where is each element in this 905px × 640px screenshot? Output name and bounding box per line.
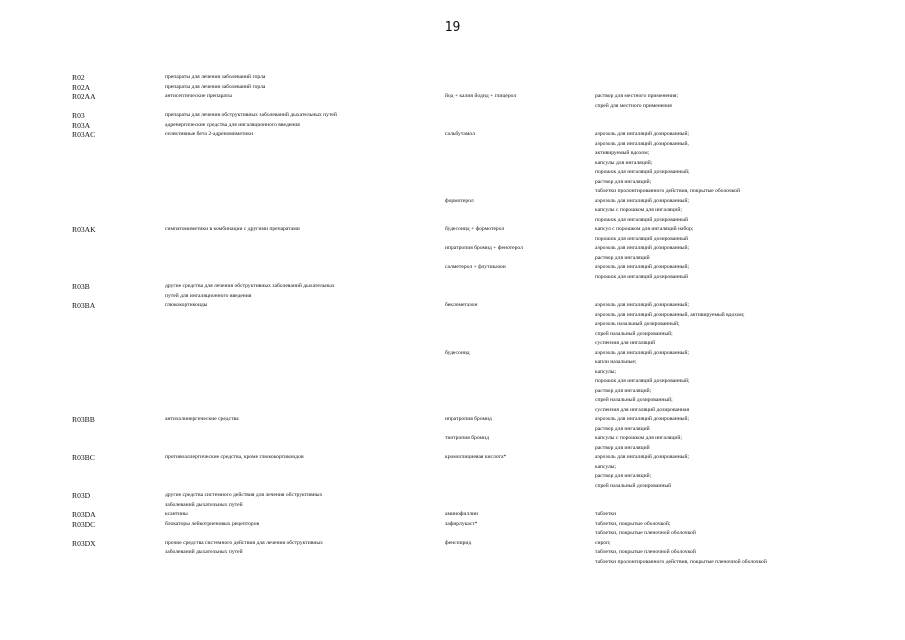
group-line: адренергические средства для ингаляционного введения (165, 121, 300, 128)
dosage-form: таблетки, покрытые оболочкой; (595, 520, 671, 527)
drug-item (445, 520, 875, 539)
group-line: селективные бета 2-адреномиметики (165, 131, 253, 137)
atc-code: R03A (72, 120, 91, 130)
dosage-form: раствор для ингаляций; (595, 473, 652, 479)
drug-name: зафирлукаст* (445, 520, 478, 527)
dosage-forms (595, 263, 875, 282)
group-line: антихолинергические средства (165, 416, 239, 422)
dosage-form: аэрозоль для ингаляций дозированный, активируемый вдохом; (595, 311, 745, 318)
group-line: путей для ингаляционного введения (165, 292, 252, 299)
group-name (165, 282, 445, 301)
dosage-form: раствор для ингаляций; (595, 178, 652, 185)
dosage-form: раствор для местного применения; (595, 93, 679, 99)
drug-item (445, 453, 875, 491)
group-name (165, 111, 445, 121)
atc-code: R03DX (72, 538, 96, 548)
drug-name: ипратропия бромид + фенотерол (445, 245, 523, 251)
drug-item (445, 539, 875, 568)
group-name (165, 520, 445, 530)
dosage-forms (595, 244, 875, 263)
dosage-forms (595, 520, 875, 539)
group-name (165, 453, 445, 463)
dosage-form: капсулы; (595, 463, 617, 470)
group-line: препараты для лечения заболеваний горла (165, 74, 266, 80)
dosage-forms (595, 301, 875, 349)
group-name (165, 73, 445, 83)
dosage-form: порошок для ингаляций дозированный; (595, 378, 690, 384)
dosage-form: капсулы с порошком для ингаляций; (595, 207, 682, 213)
table-row (72, 520, 872, 539)
dosage-form: порошок для ингаляций дозированный (595, 235, 688, 242)
dosage-form: спрей для местного применения (595, 102, 672, 109)
dosage-form: аэрозоль для ингаляций дозированный; (595, 131, 690, 137)
drug-name: аминофиллин (445, 511, 478, 517)
table-row (72, 130, 872, 225)
table-row (72, 111, 872, 121)
dosage-form: таблетки, покрытые пленочной оболочкой (595, 530, 696, 536)
dosage-form: аэрозоль для ингаляций дозированный; (595, 245, 690, 251)
group-line: симпатомиметики в комбинации с другими препаратами (165, 226, 300, 232)
drug-name: тиотропия бромид (445, 435, 489, 441)
drug-name: кромоглициевая кислота* (445, 454, 507, 460)
dosage-form: аэрозоль назальный дозированный; (595, 321, 680, 327)
dosage-form: раствор для ингаляций (595, 444, 650, 451)
drug-list (445, 453, 875, 491)
atc-code: R03 (72, 111, 85, 120)
dosage-form: аэрозоль для ингаляций дозированный; (595, 416, 690, 422)
table-row (72, 491, 872, 510)
drug-item (445, 301, 875, 349)
table-row (72, 225, 872, 282)
group-name (165, 83, 445, 93)
atc-code: R03AK (72, 225, 96, 234)
drug-item (445, 434, 875, 453)
group-name (165, 301, 445, 311)
table-row (72, 83, 872, 93)
drug-list (445, 225, 875, 282)
group-name (165, 539, 445, 558)
dosage-form: сироп; (595, 539, 611, 546)
group-name (165, 225, 445, 235)
group-line: другие средства системного действия для лечения обструктивных (165, 492, 323, 498)
group-line: препараты для лечения обструктивных заболеваний дыхательных путей (165, 112, 337, 118)
dosage-form: аэрозоль для ингаляций дозированный; (595, 197, 690, 204)
dosage-form: капли назальные; (595, 359, 637, 365)
dosage-forms (595, 510, 875, 520)
drug-name: салметерол + флутиказон (445, 264, 506, 270)
group-line: заболеваний дыхательных путей (165, 501, 243, 508)
drug-name: будесонид + формотерол (445, 226, 505, 232)
atc-code: R02AA (72, 92, 96, 101)
group-line: ксантины (165, 511, 188, 517)
atc-code: R02 (72, 73, 85, 82)
dosage-form: раствор для ингаляций (595, 425, 650, 432)
drug-item (445, 510, 875, 520)
group-line: другие средства для лечения обструктивных заболеваний дыхательных (165, 283, 335, 289)
table-row (72, 510, 872, 520)
drug-name: сальбутамол (445, 131, 475, 137)
dosage-form: таблетки пролонгированного действия, покрытые оболочкой (595, 188, 740, 194)
dosage-form: капсулы; (595, 368, 617, 375)
dosage-forms (595, 225, 875, 244)
table-row (72, 415, 872, 453)
page-number: 19 (444, 20, 461, 35)
atc-code: R03AC (72, 130, 96, 139)
drug-name: йод + калия йодид + глицерол (445, 93, 517, 99)
drug-item (445, 263, 875, 282)
group-line: противоаллергические средства, кроме глюкокортикоидов (165, 454, 304, 460)
table-row (72, 92, 872, 111)
dosage-form: порошок для ингаляций дозированный (595, 273, 688, 280)
dosage-form: активируемый вдохом; (595, 150, 650, 156)
dosage-forms (595, 349, 875, 416)
drug-item (445, 244, 875, 263)
dosage-form: аэрозоль для ингаляций дозированный, (595, 140, 689, 147)
dosage-form: капсулы для ингаляций; (595, 159, 653, 166)
dosage-forms (595, 453, 875, 491)
dosage-form: таблетки (595, 511, 617, 517)
drug-list (445, 510, 875, 520)
group-name (165, 121, 445, 131)
dosage-form: спрей назальный дозированный; (595, 330, 673, 337)
atc-code: R03BC (72, 453, 95, 462)
dosage-form: порошок для ингаляций дозированный (595, 216, 688, 223)
drug-item (445, 92, 875, 111)
dosage-forms (595, 539, 875, 568)
table-row (72, 453, 872, 491)
group-name (165, 415, 445, 425)
drug-list (445, 415, 875, 453)
atc-code: R02A (72, 82, 91, 92)
table-row (72, 301, 872, 415)
group-line: блокаторы лейкотриеновых рецепторов (165, 520, 260, 527)
drug-name: беклометазон (445, 302, 478, 308)
drug-list (445, 92, 875, 111)
dosage-forms (595, 197, 875, 226)
dosage-form: аэрозоль для ингаляций дозированный; (595, 302, 690, 308)
dosage-form: аэрозоль для ингаляций дозированный; (595, 264, 690, 270)
drug-name: фенспирид (445, 539, 472, 546)
dosage-form: капсул с порошком для ингаляций набор; (595, 226, 694, 232)
dosage-forms (595, 92, 875, 111)
dosage-form: таблетки, покрытые пленочной оболочкой (595, 549, 696, 555)
drug-name: будесонид (445, 349, 470, 356)
dosage-forms (595, 415, 875, 434)
group-name (165, 130, 445, 140)
atc-code: R03DA (72, 510, 96, 519)
drug-list (445, 520, 875, 539)
drug-item (445, 349, 875, 416)
table-row (72, 121, 872, 131)
drug-item (445, 130, 875, 197)
dosage-form: капсулы с порошком для ингаляций; (595, 435, 682, 441)
group-line: заболеваний дыхательных путей (165, 549, 243, 555)
dosage-form: суспензия для ингаляций дозированная (595, 406, 690, 413)
group-line: препараты для лечения заболеваний горла (165, 83, 266, 90)
dosage-form: суспензия для ингаляций (595, 340, 656, 346)
table-row (72, 282, 872, 301)
atc-code: R03D (72, 491, 91, 500)
group-name (165, 92, 445, 102)
atc-code: R03BB (72, 415, 95, 424)
table-row (72, 73, 872, 83)
group-name (165, 491, 445, 510)
group-line: антисептические препараты (165, 93, 232, 99)
dosage-form: спрей назальный дозированный; (595, 397, 673, 403)
dosage-form: аэрозоль для ингаляций дозированный; (595, 454, 690, 460)
drug-item (445, 225, 875, 244)
dosage-forms (595, 130, 875, 197)
atc-code: R03BA (72, 301, 96, 310)
table-row (72, 539, 872, 568)
drug-list (445, 130, 875, 225)
drug-item (445, 415, 875, 434)
dosage-forms (595, 434, 875, 453)
dosage-form: аэрозоль для ингаляций дозированный; (595, 349, 690, 356)
drug-item (445, 197, 875, 226)
dosage-form: раствор для ингаляций; (595, 387, 652, 394)
dosage-form: спрей назальный дозированный (595, 482, 672, 489)
drug-name: ипратропия бромид (445, 416, 492, 422)
dosage-form: раствор для ингаляций (595, 254, 650, 261)
dosage-form: порошок для ингаляций дозированный; (595, 169, 690, 175)
group-name (165, 510, 445, 520)
atc-code: R03DC (72, 519, 96, 529)
group-line: глюкокортикоиды (165, 302, 208, 308)
dosage-form: таблетки пролонгированного действия, покрытые пленочной оболочкой (595, 558, 767, 565)
group-line: прочие средства системного действия для лечения обструктивных (165, 539, 323, 546)
atc-table (72, 73, 872, 567)
drug-name: формотерол (445, 197, 474, 204)
drug-list (445, 301, 875, 415)
atc-code: R03B (72, 282, 90, 291)
drug-list (445, 539, 875, 568)
